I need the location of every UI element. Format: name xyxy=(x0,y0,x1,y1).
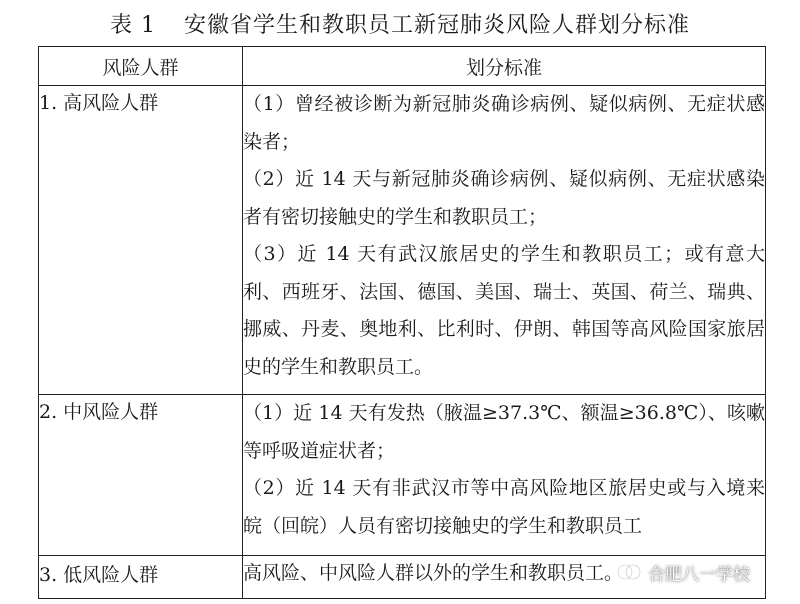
table-row-medium-risk xyxy=(39,395,766,556)
table-title: 安徽省学生和教职员工新冠肺炎风险人群划分标准 xyxy=(183,13,690,38)
header-risk-group: 风险人群 xyxy=(39,47,243,86)
watermark-text: 合肥八一学校 xyxy=(648,564,750,585)
risk-group-table xyxy=(38,46,766,599)
table-header-row xyxy=(39,47,766,86)
criterion-high-2: （2）近 14 天与新冠肺炎确诊病例、疑似病例、无症状感染者有密切接触史的学生和教职员工； xyxy=(243,168,765,228)
criterion-medium-1: （1）近 14 天有发热（腋温≥37.3℃、额温≥36.8℃）、咳嗽等呼吸道症状者； xyxy=(243,402,765,462)
criterion-high-3: （3）近 14 天有武汉旅居史的学生和教职员工；或有意大利、西班牙、法国、德国、美国、瑞士、英国、荷兰、瑞典、挪威、丹麦、奥地利、比利时、伊朗、韩国等高风险国家旅居史的学生和教职员工。 xyxy=(243,243,765,378)
criterion-high-1: （1）曾经被诊断为新冠肺炎确诊病例、疑似病例、无症状感染者； xyxy=(243,93,765,153)
criteria-cell-low xyxy=(243,556,766,599)
group-label-medium: 2. 中风险人群 xyxy=(39,395,243,556)
group-label-high: 1. 高风险人群 xyxy=(39,86,243,395)
criteria-cell-medium xyxy=(243,395,766,556)
table-number: 表 1 xyxy=(109,13,156,38)
header-criteria: 划分标准 xyxy=(243,47,766,86)
table-caption xyxy=(0,8,800,39)
criterion-medium-2: （2）近 14 天有非武汉市等中高风险地区旅居史或与入境来皖（回皖）人员有密切接触史的学生和教职员工 xyxy=(243,477,765,537)
group-label-low: 3. 低风险人群 xyxy=(39,556,243,599)
table-row-low-risk xyxy=(39,556,766,599)
table-row-high-risk xyxy=(39,86,766,395)
criteria-cell-high xyxy=(243,86,766,395)
criterion-low-1: 高风险、中风险人群以外的学生和教职员工。 xyxy=(243,562,624,584)
